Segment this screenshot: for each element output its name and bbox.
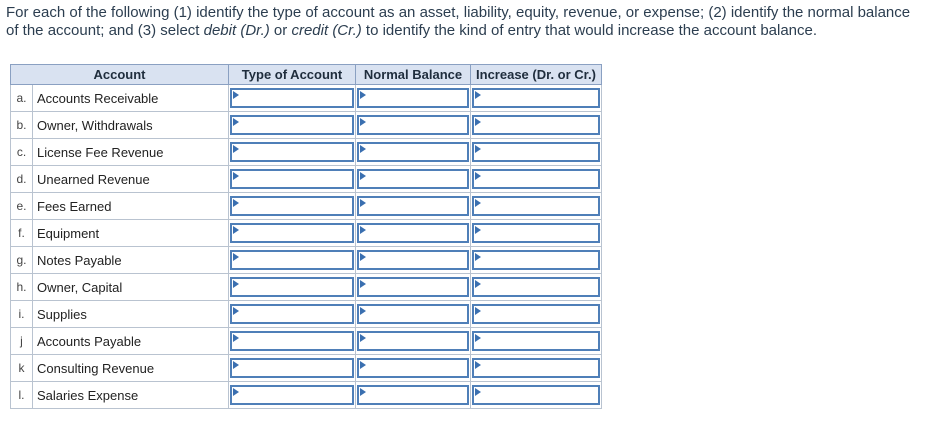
select-cell — [356, 355, 471, 382]
select-cell — [229, 382, 356, 409]
increase-select[interactable] — [472, 223, 600, 243]
caret-right-icon — [233, 91, 239, 99]
caret-right-icon — [233, 280, 239, 288]
row-letter: c. — [11, 139, 33, 166]
caret-right-icon — [475, 280, 481, 288]
increase-select[interactable] — [472, 88, 600, 108]
caret-right-icon — [360, 118, 366, 126]
select-cell — [229, 355, 356, 382]
select-cell — [471, 247, 602, 274]
caret-right-icon — [360, 91, 366, 99]
account-name: Owner, Capital — [33, 274, 229, 301]
table-row — [11, 139, 602, 166]
normal-balance-select[interactable] — [357, 277, 469, 297]
row-letter: e. — [11, 193, 33, 220]
row-letter: b. — [11, 112, 33, 139]
caret-right-icon — [475, 226, 481, 234]
caret-right-icon — [233, 226, 239, 234]
table-row — [11, 112, 602, 139]
caret-right-icon — [360, 307, 366, 315]
caret-right-icon — [475, 307, 481, 315]
instructions-text — [6, 4, 918, 40]
account-name: Consulting Revenue — [33, 355, 229, 382]
select-cell — [356, 382, 471, 409]
table-row — [11, 247, 602, 274]
select-cell — [356, 193, 471, 220]
row-letter: k — [11, 355, 33, 382]
select-cell — [229, 193, 356, 220]
normal-balance-select[interactable] — [357, 196, 469, 216]
select-cell — [356, 139, 471, 166]
caret-right-icon — [360, 145, 366, 153]
header-normal-balance: Normal Balance — [356, 65, 471, 85]
caret-right-icon — [475, 118, 481, 126]
select-cell — [229, 274, 356, 301]
caret-right-icon — [475, 334, 481, 342]
select-cell — [471, 166, 602, 193]
normal-balance-select[interactable] — [357, 358, 469, 378]
select-cell — [229, 301, 356, 328]
increase-select[interactable] — [472, 331, 600, 351]
caret-right-icon — [233, 118, 239, 126]
caret-right-icon — [233, 199, 239, 207]
select-cell — [471, 112, 602, 139]
caret-right-icon — [360, 361, 366, 369]
caret-right-icon — [233, 172, 239, 180]
select-cell — [229, 166, 356, 193]
table-row — [11, 85, 602, 112]
select-cell — [356, 247, 471, 274]
row-letter: j — [11, 328, 33, 355]
caret-right-icon — [475, 172, 481, 180]
select-cell — [356, 274, 471, 301]
caret-right-icon — [233, 361, 239, 369]
row-letter: g. — [11, 247, 33, 274]
caret-right-icon — [475, 253, 481, 261]
increase-select[interactable] — [472, 169, 600, 189]
table-row — [11, 301, 602, 328]
row-letter: h. — [11, 274, 33, 301]
increase-select[interactable] — [472, 115, 600, 135]
select-cell — [356, 166, 471, 193]
credit-word: credit — [291, 22, 329, 39]
select-cell — [229, 85, 356, 112]
select-cell — [356, 220, 471, 247]
row-letter: i. — [11, 301, 33, 328]
account-name: Unearned Revenue — [33, 166, 229, 193]
select-cell — [471, 382, 602, 409]
select-cell — [471, 355, 602, 382]
type-of-account-select[interactable] — [230, 250, 354, 270]
caret-right-icon — [360, 388, 366, 396]
type-of-account-select[interactable] — [230, 169, 354, 189]
account-name: Accounts Receivable — [33, 85, 229, 112]
type-of-account-select[interactable] — [230, 115, 354, 135]
header-account: Account — [11, 65, 229, 85]
type-of-account-select[interactable] — [230, 385, 354, 405]
select-cell — [356, 301, 471, 328]
select-cell — [229, 112, 356, 139]
type-of-account-select[interactable] — [230, 142, 354, 162]
credit-abbr: (Cr.) — [332, 22, 362, 39]
select-cell — [229, 247, 356, 274]
select-cell — [229, 139, 356, 166]
caret-right-icon — [360, 334, 366, 342]
select-cell — [229, 220, 356, 247]
header-row — [11, 65, 602, 85]
select-cell — [356, 112, 471, 139]
account-name: Owner, Withdrawals — [33, 112, 229, 139]
increase-select[interactable] — [472, 277, 600, 297]
type-of-account-select[interactable] — [230, 331, 354, 351]
normal-balance-select[interactable] — [357, 142, 469, 162]
normal-balance-select[interactable] — [357, 223, 469, 243]
debit-abbr: (Dr.) — [240, 22, 270, 39]
select-cell — [471, 274, 602, 301]
caret-right-icon — [360, 280, 366, 288]
increase-select[interactable] — [472, 385, 600, 405]
select-cell — [471, 193, 602, 220]
caret-right-icon — [475, 388, 481, 396]
caret-right-icon — [475, 91, 481, 99]
increase-select[interactable] — [472, 196, 600, 216]
header-increase: Increase (Dr. or Cr.) — [471, 65, 602, 85]
table-row — [11, 274, 602, 301]
caret-right-icon — [475, 145, 481, 153]
caret-right-icon — [475, 199, 481, 207]
select-cell — [471, 139, 602, 166]
select-cell — [471, 85, 602, 112]
account-name: License Fee Revenue — [33, 139, 229, 166]
account-name: Supplies — [33, 301, 229, 328]
caret-right-icon — [360, 172, 366, 180]
type-of-account-select[interactable] — [230, 358, 354, 378]
normal-balance-select[interactable] — [357, 169, 469, 189]
header-type-of-account: Type of Account — [229, 65, 356, 85]
type-of-account-select[interactable] — [230, 223, 354, 243]
table-row — [11, 166, 602, 193]
normal-balance-select[interactable] — [357, 250, 469, 270]
account-name: Accounts Payable — [33, 328, 229, 355]
row-letter: l. — [11, 382, 33, 409]
normal-balance-select[interactable] — [357, 88, 469, 108]
account-name: Equipment — [33, 220, 229, 247]
debit-word: debit — [203, 22, 237, 39]
increase-select[interactable] — [472, 358, 600, 378]
caret-right-icon — [360, 253, 366, 261]
or-word: or — [269, 22, 292, 39]
caret-right-icon — [360, 199, 366, 207]
type-of-account-select[interactable] — [230, 304, 354, 324]
select-cell — [471, 220, 602, 247]
instructions-part1: For each of the following (1) identify the type of account as an asset, liability, equity, revenue, or expense; (2) identify the normal balance of the account; and (3) select — [6, 4, 911, 39]
table-row — [11, 220, 602, 247]
select-cell — [471, 328, 602, 355]
increase-select[interactable] — [472, 142, 600, 162]
select-cell — [471, 301, 602, 328]
row-letter: f. — [11, 220, 33, 247]
row-letter: a. — [11, 85, 33, 112]
table-row — [11, 193, 602, 220]
caret-right-icon — [233, 145, 239, 153]
increase-select[interactable] — [472, 304, 600, 324]
caret-right-icon — [233, 388, 239, 396]
type-of-account-select[interactable] — [230, 88, 354, 108]
caret-right-icon — [475, 361, 481, 369]
caret-right-icon — [233, 253, 239, 261]
accounts-table — [10, 64, 602, 409]
table-row — [11, 355, 602, 382]
type-of-account-select[interactable] — [230, 277, 354, 297]
row-letter: d. — [11, 166, 33, 193]
caret-right-icon — [360, 226, 366, 234]
normal-balance-select[interactable] — [357, 331, 469, 351]
account-name: Notes Payable — [33, 247, 229, 274]
increase-select[interactable] — [472, 250, 600, 270]
select-cell — [229, 328, 356, 355]
normal-balance-select[interactable] — [357, 115, 469, 135]
caret-right-icon — [233, 307, 239, 315]
normal-balance-select[interactable] — [357, 304, 469, 324]
normal-balance-select[interactable] — [357, 385, 469, 405]
type-of-account-select[interactable] — [230, 196, 354, 216]
select-cell — [356, 85, 471, 112]
select-cell — [356, 328, 471, 355]
instructions-part2: to identify the kind of entry that would increase the account balance. — [361, 22, 818, 39]
account-name: Salaries Expense — [33, 382, 229, 409]
table-row — [11, 328, 602, 355]
account-name: Fees Earned — [33, 193, 229, 220]
table-row — [11, 382, 602, 409]
caret-right-icon — [233, 334, 239, 342]
